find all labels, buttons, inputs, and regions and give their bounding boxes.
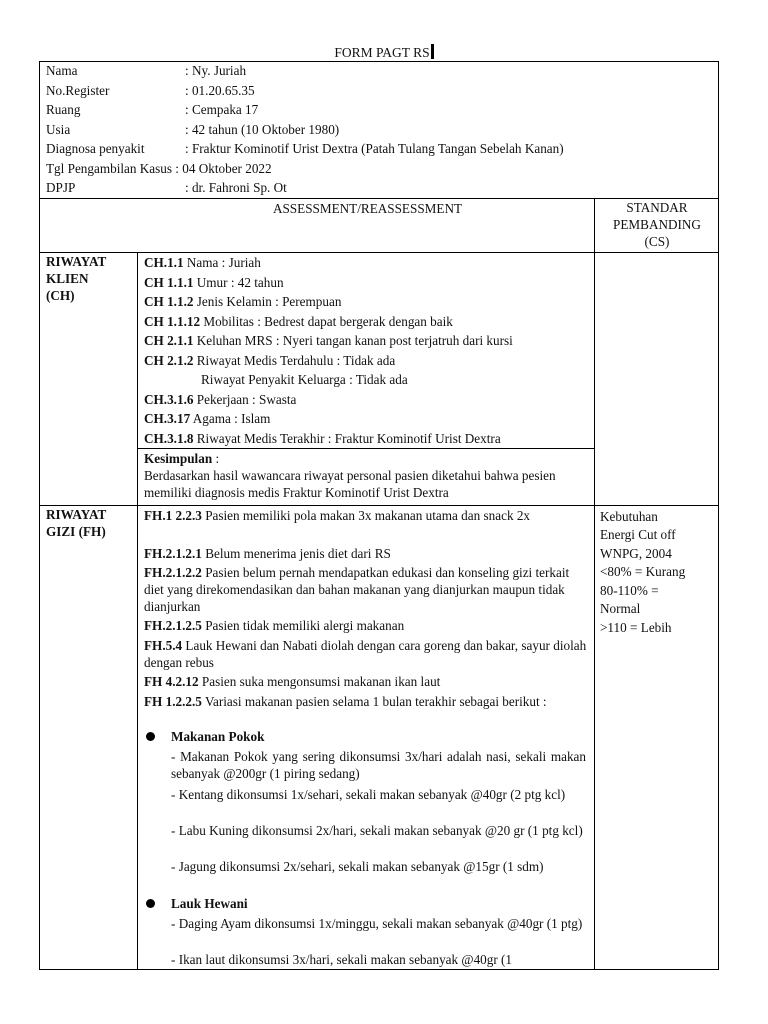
ch-label-line-2: KLIEN: [46, 270, 89, 286]
form-title-text: FORM PAGT RS: [334, 45, 430, 60]
fh-code: FH.2.1.2.1: [144, 546, 202, 561]
fh-item: [144, 617, 590, 634]
ch-code: CH 2.1.1: [144, 333, 194, 348]
kesimpulan-text: Berdasarkan hasil wawancara riwayat personal pasien diketahui bahwa pesien memiliki diagnosis medis Fraktur Kominotif Urist Dextra: [144, 468, 556, 501]
standard-line: WNPG, 2004: [600, 545, 672, 561]
ch-text: Jenis Kelamin : Perempuan: [193, 294, 342, 309]
register-value: : 01.20.65.35: [185, 82, 255, 98]
fh-code: FH.2.1.2.2: [144, 565, 202, 580]
dpjp-label: DPJP: [46, 180, 76, 195]
fh-label-line-2: GIZI (FH): [46, 523, 106, 539]
fh-code: FH.5.4: [144, 638, 183, 653]
ch-code: CH 1.1.2: [144, 294, 194, 309]
patient-name-label: Nama: [46, 63, 78, 78]
lauk-hewani-item: - Ikan laut dikonsumsi 3x/hari, sekali makan sebanyak @40gr (1: [171, 952, 513, 967]
fh-text: Pasien memiliki pola makan 3x makanan utama dan snack 2x: [201, 508, 531, 523]
ch-text: Nama : Juriah: [183, 255, 261, 270]
dpjp-value: : dr. Fahroni Sp. Ot: [185, 180, 287, 195]
ch-item: [144, 254, 261, 271]
ch-text: Umur : 42 tahun: [193, 274, 284, 290]
kesimpulan-divider: [137, 448, 594, 449]
makanan-pokok-item: - Kentang dikonsumsi 1x/sehari, sekali makan sebanyak @40gr (2 ptg kcl): [171, 787, 566, 802]
fh-section-label: [46, 507, 132, 541]
fh-text: Variasi makanan pasien selama 1 bulan terakhir sebagai berikut :: [201, 694, 547, 709]
fh-code: FH.1 2.2.3: [144, 508, 202, 523]
room-value: : Cempaka 17: [185, 102, 259, 117]
age-label: Usia: [46, 121, 71, 137]
makanan-pokok-item: - Labu Kuning dikonsumsi 2x/hari, sekali makan sebanyak @20 gr (1 ptg kcl): [171, 823, 583, 838]
fh-text: Pasien suka mengonsumsi makanan ikan laut: [198, 674, 441, 689]
fh-text: Lauk Hewani dan Nabati diolah dengan cara goreng dan bakar, sayur diolah dengan rebus: [144, 638, 587, 671]
fh-text: Belum menerima jenis diet dari RS: [201, 546, 391, 561]
standard-line: Normal: [600, 601, 641, 617]
column-divider-left: [137, 252, 138, 970]
standard-header: [596, 200, 718, 251]
fh-text: Pasien belum pernah mendapatkan edukasi dan konseling gizi terkait diet yang direkomendasikan dan bahan makanan yang dianjurkan maupun tidak dianjurkan: [144, 565, 570, 615]
patient-info-box: [39, 61, 719, 199]
fh-text: Pasien tidak memiliki alergi makanan: [201, 618, 405, 633]
bullet-icon: [146, 899, 155, 908]
ch-label-line-3: (CH): [46, 287, 75, 303]
kesimpulan-label: Kesimpulan: [144, 451, 213, 466]
ch-code: CH.3.1.8: [144, 430, 194, 446]
fh-label-line-1: RIWAYAT: [46, 507, 107, 522]
standard-line: 80-110% =: [600, 582, 659, 598]
makanan-pokok-item: - Jagung dikonsumsi 2x/sehari, sekali makan sebanyak @15gr (1 sdm): [171, 859, 544, 874]
kesimpulan-heading: [144, 450, 590, 467]
diagnosis-label: Diagnosa penyakit: [46, 141, 145, 156]
ch-text: Mobilitas : Bedrest dapat bergerak dengan baik: [200, 313, 453, 329]
fh-item: [144, 693, 590, 710]
ch-item: [144, 352, 395, 369]
ch-text: Riwayat Penyakit Keluarga : Tidak ada: [201, 372, 408, 387]
makanan-pokok-title: Makanan Pokok: [171, 729, 265, 744]
fh-section-divider: [39, 505, 719, 506]
standard-line: >110 = Lebih: [600, 619, 672, 635]
fh-item: [144, 545, 590, 562]
fh-code: FH.2.1.2.5: [144, 618, 202, 633]
standard-line: Energi Cut off: [600, 527, 676, 543]
ch-code: CH.3.17: [144, 411, 191, 426]
fh-code: FH 1.2.2.5: [144, 694, 202, 709]
ch-item: [144, 332, 513, 349]
fh-item: [144, 637, 590, 671]
ch-item: [144, 274, 284, 291]
ch-code: CH.1.1: [144, 255, 184, 270]
standard-header-line-2: PEMBANDING: [613, 216, 701, 232]
room-label: Ruang: [46, 102, 81, 117]
ch-code: CH 2.1.2: [144, 352, 194, 368]
ch-text: Riwayat Medis Terakhir : Fraktur Kominotif Urist Dextra: [193, 430, 501, 446]
ch-item: [144, 410, 270, 427]
kesimpulan-block: [144, 450, 590, 501]
ch-code: CH 1.1.12: [144, 313, 201, 329]
bullet-icon: [146, 732, 155, 741]
standard-header-line-1: STANDAR: [626, 200, 688, 215]
ch-label-line-1: RIWAYAT: [46, 254, 107, 269]
form-title: [0, 44, 768, 62]
fh-item: [144, 673, 590, 690]
ch-item: [144, 313, 453, 330]
diagnosis-value: : Fraktur Kominotif Urist Dextra (Patah Tulang Tangan Sebelah Kanan): [185, 141, 564, 156]
fh-item: [144, 507, 590, 524]
register-label: No.Register: [46, 82, 110, 98]
ch-code: CH.3.1.6: [144, 391, 194, 407]
ch-item: [201, 371, 408, 388]
fh-code: FH 4.2.12: [144, 674, 199, 689]
standard-header-line-3: (CS): [644, 233, 670, 249]
case-date-text: Tgl Pengambilan Kasus : 04 Oktober 2022: [46, 160, 272, 176]
fh-item: [144, 564, 590, 615]
ch-text: Agama : Islam: [190, 411, 271, 426]
standard-line: Kebutuhan: [600, 509, 658, 524]
ch-code: CH 1.1.1: [144, 274, 194, 290]
ch-item: [144, 430, 501, 447]
assessment-header: ASSESSMENT/REASSESSMENT: [272, 201, 463, 216]
ch-section-label: [46, 254, 132, 305]
ch-text: Riwayat Medis Terdahulu : Tidak ada: [193, 352, 396, 368]
ch-text: Pekerjaan : Swasta: [193, 391, 297, 407]
standard-line: <80% = Kurang: [600, 564, 686, 580]
lauk-hewani-title: Lauk Hewani: [171, 896, 248, 911]
header-row-divider: [39, 252, 719, 253]
kesimpulan-colon: :: [212, 451, 220, 466]
text-cursor: [431, 44, 434, 59]
ch-item: [144, 391, 296, 408]
energy-standard-block: [600, 508, 718, 637]
makanan-pokok-item: - Makanan Pokok yang sering dikonsumsi 3x/hari adalah nasi, sekali makan sebanyak @200gr (1 piring sedang): [171, 749, 586, 782]
column-divider-right: [594, 198, 595, 970]
age-value: : 42 tahun (10 Oktober 1980): [185, 121, 340, 137]
ch-item: [144, 293, 341, 310]
patient-name-value: : Ny. Juriah: [185, 63, 247, 78]
ch-text: Keluhan MRS : Nyeri tangan kanan post terjatruh dari kursi: [193, 333, 513, 348]
lauk-hewani-item: - Daging Ayam dikonsumsi 1x/minggu, sekali makan sebanyak @40gr (1 ptg): [171, 916, 583, 931]
